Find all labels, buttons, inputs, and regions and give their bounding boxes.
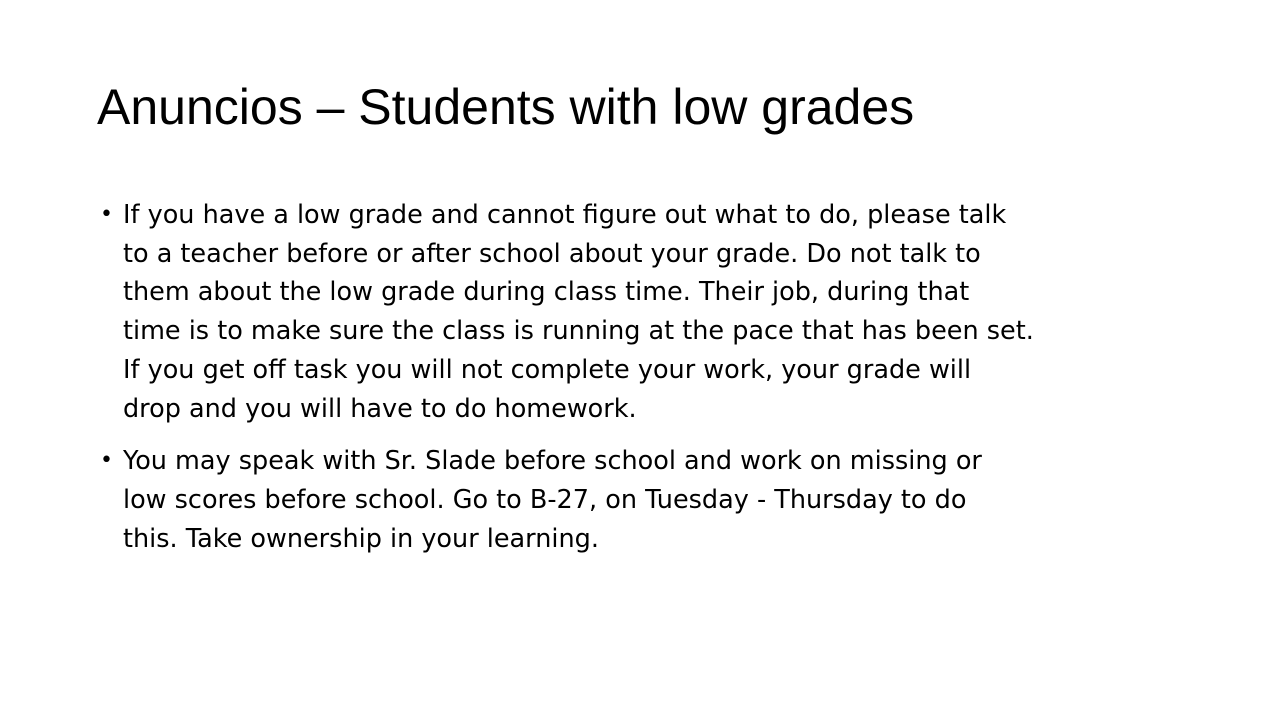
bullet-text-line: time is to make sure the class is running at the pace that has been set. xyxy=(123,316,1034,347)
bullet-list xyxy=(100,196,1190,572)
bullet-icon: • xyxy=(100,202,113,227)
bullet-icon: • xyxy=(100,448,113,474)
bullet-text-line: If you get off task you will not complete your work, your grade will xyxy=(123,354,972,385)
bullet-text-line: this. Take ownership in your learning. xyxy=(123,523,599,554)
bullet-text-line: low scores before school. Go to B-27, on Tuesday - Thursday to do xyxy=(123,484,967,515)
bullet-text-line: You may speak with Sr. Slade before school and work on missing or xyxy=(123,446,982,477)
bullet-text-line: drop and you will have to do homework. xyxy=(123,393,637,424)
bullet-text-line: If you have a low grade and cannot figure out what to do, please talk xyxy=(123,200,1007,230)
bullet-text-line: to a teacher before or after school about your grade. Do not talk to xyxy=(123,238,981,269)
slide-title: Anuncios – Students with low grades xyxy=(97,79,915,135)
bullet-text-line: them about the low grade during class time. Their job, during that xyxy=(123,277,970,308)
bullet-item-low-grade-advice xyxy=(100,196,1190,428)
bullet-item-before-school-help xyxy=(100,442,1190,558)
